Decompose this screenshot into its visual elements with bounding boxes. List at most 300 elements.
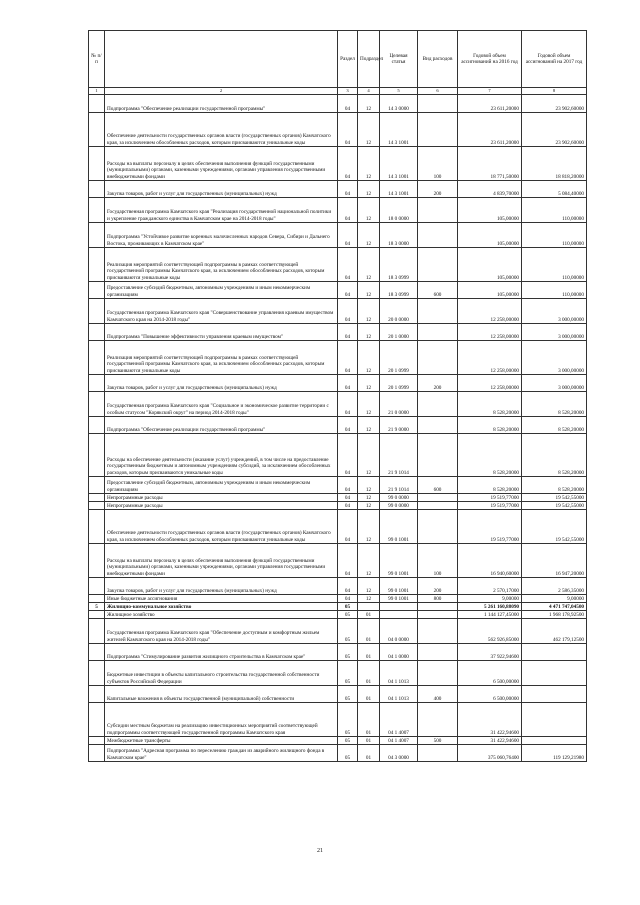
table-row bbox=[89, 417, 587, 434]
table-row bbox=[89, 737, 587, 745]
column-number: 3 bbox=[338, 88, 358, 95]
row-target-article bbox=[380, 603, 418, 611]
row-expense-type bbox=[418, 341, 458, 375]
row-razdel: 04 bbox=[338, 494, 358, 502]
row-razdel: 04 bbox=[338, 181, 358, 198]
row-amount-2016: 19 519,77000 bbox=[458, 494, 522, 502]
row-name: Государственная программа Камчатского края "Обеспечение доступным и комфортным жильем жителей Камчатского края на 2014-2018 годы" bbox=[105, 619, 338, 644]
row-number bbox=[89, 324, 105, 341]
row-podrazdel: 12 bbox=[358, 341, 380, 375]
row-podrazdel: 12 bbox=[358, 434, 380, 477]
table-row bbox=[89, 686, 587, 703]
row-expense-type: 200 bbox=[418, 181, 458, 198]
table-row bbox=[89, 578, 587, 595]
row-target-article: 18 0 0000 bbox=[380, 198, 418, 223]
row-number bbox=[89, 299, 105, 324]
row-name: Предоставление субсидий бюджетным, автономным учреждениям и иным некоммерческим организациям bbox=[105, 477, 338, 494]
row-razdel: 04 bbox=[338, 299, 358, 324]
table-row bbox=[89, 544, 587, 578]
row-number bbox=[89, 434, 105, 477]
row-expense-type bbox=[418, 611, 458, 619]
row-name: Государственная программа Камчатского края "Социальное и экономическое развитие территории с особым статусом "Корякский округ" на период 2014-2018 годы" bbox=[105, 392, 338, 417]
row-podrazdel: 12 bbox=[358, 113, 380, 147]
row-amount-2016: 6 500,00000 bbox=[458, 661, 522, 686]
page-number: 21 bbox=[317, 848, 323, 854]
row-amount-2017: 9,00000 bbox=[522, 595, 587, 603]
row-target-article: 14 3 1001 bbox=[380, 113, 418, 147]
row-amount-2017: 119 129,21980 bbox=[522, 745, 587, 762]
row-razdel: 04 bbox=[338, 198, 358, 223]
column-number: 1 bbox=[89, 88, 105, 95]
row-number bbox=[89, 494, 105, 502]
row-name: Расходы на выплаты персоналу в целях обеспечения выполнения функций государственными (муниципальными) органами, казенными учреждениями, органами управления государственными внебюджетными фондами bbox=[105, 544, 338, 578]
row-number bbox=[89, 198, 105, 223]
row-razdel: 04 bbox=[338, 282, 358, 299]
row-name: Реализация мероприятий соответствующей подпрограммы в рамках соответствующей государственной программы Камчатского края, за исключением обособленных расходов, которым присваиваются уникальные коды bbox=[105, 341, 338, 375]
row-amount-2017: 1 968 178,92500 bbox=[522, 611, 587, 619]
row-target-article: 20 0 0000 bbox=[380, 299, 418, 324]
row-expense-type bbox=[418, 299, 458, 324]
table-row bbox=[89, 510, 587, 544]
column-number: 8 bbox=[522, 88, 587, 95]
row-amount-2016: 16 940,60000 bbox=[458, 544, 522, 578]
table-row bbox=[89, 619, 587, 644]
row-name: Субсидии местным бюджетам на реализацию инвестиционных мероприятий соответствующей подпрограммы соответствующей государственной программы Камчатского края bbox=[105, 703, 338, 737]
table-row bbox=[89, 494, 587, 502]
row-target-article: 04 1 1013 bbox=[380, 661, 418, 686]
row-expense-type: 200 bbox=[418, 375, 458, 392]
row-target-article: 14 3 1001 bbox=[380, 147, 418, 181]
row-podrazdel: 12 bbox=[358, 299, 380, 324]
row-razdel: 04 bbox=[338, 95, 358, 113]
row-name: Капитальные вложения в объекты государственной (муниципальной) собственности bbox=[105, 686, 338, 703]
row-amount-2016: 8 528,20000 bbox=[458, 434, 522, 477]
row-razdel: 04 bbox=[338, 578, 358, 595]
row-amount-2017: 110,00000 bbox=[522, 198, 587, 223]
row-name: Закупка товаров, работ и услуг для государственных (муниципальных) нужд bbox=[105, 181, 338, 198]
table-row bbox=[89, 434, 587, 477]
row-number bbox=[89, 375, 105, 392]
row-number bbox=[89, 392, 105, 417]
header-2016: Годовой объем ассигнований на 2016 год bbox=[458, 31, 522, 88]
row-razdel: 05 bbox=[338, 619, 358, 644]
row-number bbox=[89, 113, 105, 147]
row-amount-2017: 23 902,60000 bbox=[522, 95, 587, 113]
row-podrazdel: 12 bbox=[358, 223, 380, 248]
row-name: Подпрограмма "Адресная программа по переселению граждан из аварийного жилищного фонда в Камчатском крае" bbox=[105, 745, 338, 762]
row-razdel: 05 bbox=[338, 686, 358, 703]
row-amount-2016: 23 611,20000 bbox=[458, 113, 522, 147]
row-target-article: 21 9 1014 bbox=[380, 477, 418, 494]
row-expense-type bbox=[418, 510, 458, 544]
row-name: Подпрограмма "Стимулирование развития жилищного строительства в Камчатском крае" bbox=[105, 644, 338, 661]
table-row bbox=[89, 703, 587, 737]
row-name: Расходы на выплаты персоналу в целях обеспечения выполнения функций государственными (муниципальными) органами, казенными учреждениями, органами управления государственными внебюджетными фондами bbox=[105, 147, 338, 181]
row-amount-2017: 8 528,20000 bbox=[522, 434, 587, 477]
row-number bbox=[89, 745, 105, 762]
row-amount-2016: 375 060,76400 bbox=[458, 745, 522, 762]
row-target-article: 04 3 0000 bbox=[380, 745, 418, 762]
row-podrazdel: 12 bbox=[358, 248, 380, 282]
row-number bbox=[89, 223, 105, 248]
table-row bbox=[89, 282, 587, 299]
row-number bbox=[89, 644, 105, 661]
row-amount-2017: 19 542,55000 bbox=[522, 502, 587, 510]
row-number bbox=[89, 248, 105, 282]
row-expense-type bbox=[418, 434, 458, 477]
row-amount-2017: 4 471 747,04500 bbox=[522, 603, 587, 611]
row-expense-type bbox=[418, 113, 458, 147]
row-amount-2017 bbox=[522, 703, 587, 737]
row-number bbox=[89, 595, 105, 603]
row-expense-type bbox=[418, 745, 458, 762]
row-amount-2017: 3 000,00000 bbox=[522, 324, 587, 341]
row-expense-type: 600 bbox=[418, 477, 458, 494]
column-number: 2 bbox=[105, 88, 338, 95]
row-name: Обеспечение деятельности государственных органов власти (государственных органов) Камчатского края, за исключением обособленных расходов, которым присваиваются уникальные коды bbox=[105, 113, 338, 147]
row-razdel: 05 bbox=[338, 661, 358, 686]
table-row bbox=[89, 299, 587, 324]
row-target-article: 21 0 0000 bbox=[380, 392, 418, 417]
row-target-article: 99 0 0000 bbox=[380, 494, 418, 502]
row-target-article: 04 1 4007 bbox=[380, 737, 418, 745]
column-number-row bbox=[89, 88, 587, 95]
row-name: Жилищно-коммунальное хозяйство bbox=[105, 603, 338, 611]
row-name: Бюджетные инвестиции в объекты капитального строительства государственной собственности субъектов Российской Федерации bbox=[105, 661, 338, 686]
row-amount-2016: 562 926,85000 bbox=[458, 619, 522, 644]
row-razdel: 04 bbox=[338, 113, 358, 147]
row-podrazdel: 12 bbox=[358, 147, 380, 181]
table-row bbox=[89, 745, 587, 762]
table-row bbox=[89, 477, 587, 494]
row-target-article: 99 0 1001 bbox=[380, 578, 418, 595]
row-amount-2016: 5 261 160,88090 bbox=[458, 603, 522, 611]
row-amount-2016: 8 528,20000 bbox=[458, 417, 522, 434]
row-podrazdel: 01 bbox=[358, 745, 380, 762]
row-target-article: 99 0 1001 bbox=[380, 595, 418, 603]
column-number: 6 bbox=[418, 88, 458, 95]
row-amount-2016: 12 258,00000 bbox=[458, 324, 522, 341]
row-amount-2017: 110,00000 bbox=[522, 282, 587, 299]
row-name: Предоставление субсидий бюджетным, автономным учреждениям и иным некоммерческим организациям bbox=[105, 282, 338, 299]
row-target-article: 18 3 0999 bbox=[380, 248, 418, 282]
row-target-article: 04 1 0000 bbox=[380, 644, 418, 661]
row-amount-2016: 6 500,00000 bbox=[458, 686, 522, 703]
row-razdel: 04 bbox=[338, 510, 358, 544]
row-amount-2016: 31 422,94600 bbox=[458, 703, 522, 737]
row-number: 5 bbox=[89, 603, 105, 611]
row-amount-2016: 105,00000 bbox=[458, 223, 522, 248]
header-target-article: Целевая статья bbox=[380, 31, 418, 88]
row-podrazdel: 12 bbox=[358, 477, 380, 494]
row-expense-type: 200 bbox=[418, 578, 458, 595]
row-amount-2017: 23 902,60000 bbox=[522, 113, 587, 147]
row-amount-2017 bbox=[522, 661, 587, 686]
header-2017: Годовой объем ассигнований на 2017 год bbox=[522, 31, 587, 88]
row-number bbox=[89, 417, 105, 434]
table-body bbox=[89, 95, 587, 762]
table-row bbox=[89, 198, 587, 223]
row-amount-2017: 110,00000 bbox=[522, 248, 587, 282]
row-amount-2016: 19 519,77000 bbox=[458, 510, 522, 544]
row-podrazdel: 12 bbox=[358, 510, 380, 544]
row-expense-type bbox=[418, 661, 458, 686]
row-name: Непрограммные расходы bbox=[105, 502, 338, 510]
row-target-article: 14 3 0000 bbox=[380, 95, 418, 113]
row-amount-2017: 5 084,40000 bbox=[522, 181, 587, 198]
row-expense-type bbox=[418, 644, 458, 661]
row-target-article: 04 1 1013 bbox=[380, 686, 418, 703]
header-razdel: Раздел bbox=[338, 31, 358, 88]
row-amount-2017: 19 542,55000 bbox=[522, 494, 587, 502]
row-expense-type: 400 bbox=[418, 686, 458, 703]
budget-table bbox=[88, 30, 587, 762]
table-row bbox=[89, 375, 587, 392]
row-expense-type bbox=[418, 603, 458, 611]
row-expense-type: 100 bbox=[418, 544, 458, 578]
row-podrazdel: 12 bbox=[358, 198, 380, 223]
row-razdel: 04 bbox=[338, 324, 358, 341]
table-row bbox=[89, 595, 587, 603]
row-amount-2017: 19 542,55000 bbox=[522, 510, 587, 544]
row-podrazdel: 12 bbox=[358, 502, 380, 510]
row-amount-2017: 8 528,20000 bbox=[522, 477, 587, 494]
row-number bbox=[89, 578, 105, 595]
row-expense-type bbox=[418, 95, 458, 113]
row-razdel: 05 bbox=[338, 611, 358, 619]
table-row bbox=[89, 248, 587, 282]
row-name: Межбюджетные трансферты bbox=[105, 737, 338, 745]
row-expense-type bbox=[418, 248, 458, 282]
row-podrazdel: 01 bbox=[358, 644, 380, 661]
row-amount-2016: 1 144 127,45000 bbox=[458, 611, 522, 619]
row-name: Подпрограмма "Повышение эффективности управления краевым имуществом" bbox=[105, 324, 338, 341]
row-name: Закупка товаров, работ и услуг для государственных (муниципальных) нужд bbox=[105, 578, 338, 595]
row-amount-2016: 8 528,20000 bbox=[458, 477, 522, 494]
row-razdel: 04 bbox=[338, 341, 358, 375]
row-expense-type bbox=[418, 223, 458, 248]
row-amount-2016: 31 422,94600 bbox=[458, 737, 522, 745]
row-amount-2016: 8 528,20000 bbox=[458, 392, 522, 417]
row-target-article: 21 9 0000 bbox=[380, 417, 418, 434]
table-row bbox=[89, 147, 587, 181]
column-number: 5 bbox=[380, 88, 418, 95]
row-amount-2016: 105,00000 bbox=[458, 248, 522, 282]
row-target-article: 04 1 4007 bbox=[380, 703, 418, 737]
row-name: Жилищное хозяйство bbox=[105, 611, 338, 619]
row-razdel: 04 bbox=[338, 147, 358, 181]
row-razdel: 05 bbox=[338, 737, 358, 745]
table-row bbox=[89, 644, 587, 661]
row-target-article bbox=[380, 611, 418, 619]
row-razdel: 04 bbox=[338, 595, 358, 603]
table-row bbox=[89, 502, 587, 510]
row-target-article: 18 3 0000 bbox=[380, 223, 418, 248]
row-number bbox=[89, 181, 105, 198]
row-expense-type bbox=[418, 324, 458, 341]
table-header-row bbox=[89, 31, 587, 88]
row-expense-type bbox=[418, 703, 458, 737]
row-number bbox=[89, 502, 105, 510]
row-podrazdel bbox=[358, 603, 380, 611]
row-razdel: 04 bbox=[338, 477, 358, 494]
row-expense-type bbox=[418, 494, 458, 502]
row-amount-2017: 16 947,20000 bbox=[522, 544, 587, 578]
row-razdel: 05 bbox=[338, 745, 358, 762]
row-amount-2017 bbox=[522, 644, 587, 661]
row-target-article: 18 3 0999 bbox=[380, 282, 418, 299]
table-row bbox=[89, 95, 587, 113]
column-number: 7 bbox=[458, 88, 522, 95]
row-number bbox=[89, 686, 105, 703]
row-number bbox=[89, 510, 105, 544]
column-number: 4 bbox=[358, 88, 380, 95]
row-name: Закупка товаров, работ и услуг для государственных (муниципальных) нужд bbox=[105, 375, 338, 392]
row-podrazdel: 01 bbox=[358, 619, 380, 644]
row-razdel: 04 bbox=[338, 434, 358, 477]
row-amount-2017: 18 818,20000 bbox=[522, 147, 587, 181]
row-name: Непрограммные расходы bbox=[105, 494, 338, 502]
row-target-article: 99 0 0000 bbox=[380, 502, 418, 510]
row-expense-type bbox=[418, 417, 458, 434]
row-expense-type: 600 bbox=[418, 282, 458, 299]
row-name: Государственная программа Камчатского края "Совершенствование управления краевым имуществом Камчатского края на 2014-2018 годы" bbox=[105, 299, 338, 324]
row-name: Иные бюджетные ассигнования bbox=[105, 595, 338, 603]
row-razdel: 05 bbox=[338, 703, 358, 737]
row-expense-type bbox=[418, 198, 458, 223]
table-row bbox=[89, 341, 587, 375]
row-razdel: 04 bbox=[338, 248, 358, 282]
row-razdel: 04 bbox=[338, 544, 358, 578]
row-amount-2016: 18 771,50000 bbox=[458, 147, 522, 181]
table-row bbox=[89, 223, 587, 248]
row-podrazdel: 12 bbox=[358, 544, 380, 578]
row-number bbox=[89, 703, 105, 737]
row-podrazdel: 01 bbox=[358, 737, 380, 745]
table-row bbox=[89, 611, 587, 619]
row-podrazdel: 01 bbox=[358, 611, 380, 619]
row-name: Расходы на обеспечение деятельности (оказание услуг) учреждений, в том числе на предоставление государственным бюджетным и автономным учреждениям субсидий, за исключением обособленных расходов, которым присваиваются уникальные коды bbox=[105, 434, 338, 477]
row-expense-type bbox=[418, 392, 458, 417]
row-amount-2017: 2 586,35000 bbox=[522, 578, 587, 595]
row-amount-2016: 105,00000 bbox=[458, 282, 522, 299]
row-amount-2017: 3 000,00000 bbox=[522, 375, 587, 392]
row-amount-2016: 4 839,70000 bbox=[458, 181, 522, 198]
row-amount-2017: 8 528,20000 bbox=[522, 392, 587, 417]
row-expense-type bbox=[418, 502, 458, 510]
row-name: Обеспечение деятельности государственных органов власти (государственных органов) Камчатского края, за исключением обособленных расходов, которым присваиваются уникальные коды bbox=[105, 510, 338, 544]
row-podrazdel: 12 bbox=[358, 392, 380, 417]
row-razdel: 04 bbox=[338, 502, 358, 510]
row-podrazdel: 12 bbox=[358, 417, 380, 434]
table-row bbox=[89, 324, 587, 341]
row-podrazdel: 12 bbox=[358, 375, 380, 392]
row-target-article: 20 1 0000 bbox=[380, 324, 418, 341]
row-expense-type: 800 bbox=[418, 595, 458, 603]
row-podrazdel: 12 bbox=[358, 578, 380, 595]
budget-table-sheet bbox=[88, 30, 586, 762]
row-podrazdel: 12 bbox=[358, 494, 380, 502]
row-target-article: 04 0 0000 bbox=[380, 619, 418, 644]
row-expense-type bbox=[418, 619, 458, 644]
row-amount-2016: 19 519,77000 bbox=[458, 502, 522, 510]
row-number bbox=[89, 341, 105, 375]
header-expense-type: Вид расходов bbox=[418, 31, 458, 88]
row-amount-2016: 12 258,00000 bbox=[458, 299, 522, 324]
row-target-article: 20 1 0999 bbox=[380, 375, 418, 392]
row-amount-2016: 12 258,00000 bbox=[458, 341, 522, 375]
table-row bbox=[89, 603, 587, 611]
row-target-article: 21 9 1014 bbox=[380, 434, 418, 477]
row-amount-2016: 23 611,20000 bbox=[458, 95, 522, 113]
row-amount-2017: 3 000,00000 bbox=[522, 341, 587, 375]
row-podrazdel: 12 bbox=[358, 181, 380, 198]
table-row bbox=[89, 392, 587, 417]
row-name: Подпрограмма "Обеспечение реализации государственной программы" bbox=[105, 417, 338, 434]
row-amount-2017 bbox=[522, 686, 587, 703]
row-podrazdel: 01 bbox=[358, 661, 380, 686]
row-podrazdel: 12 bbox=[358, 324, 380, 341]
row-podrazdel: 12 bbox=[358, 595, 380, 603]
row-number bbox=[89, 544, 105, 578]
row-podrazdel: 01 bbox=[358, 703, 380, 737]
row-amount-2016: 2 570,17000 bbox=[458, 578, 522, 595]
row-expense-type: 100 bbox=[418, 147, 458, 181]
row-razdel: 04 bbox=[338, 417, 358, 434]
row-name: Реализация мероприятий соответствующей подпрограммы в рамках соответствующей государственной программы Камчатского края, за исключением обособленных расходов, которым присваиваются уникальные коды bbox=[105, 248, 338, 282]
row-amount-2016: 9,00000 bbox=[458, 595, 522, 603]
row-name: Подпрограмма "Обеспечение реализации государственной программы" bbox=[105, 95, 338, 113]
row-number bbox=[89, 661, 105, 686]
row-razdel: 05 bbox=[338, 603, 358, 611]
row-number bbox=[89, 611, 105, 619]
row-podrazdel: 12 bbox=[358, 282, 380, 299]
table-row bbox=[89, 661, 587, 686]
row-target-article: 14 3 1001 bbox=[380, 181, 418, 198]
row-amount-2017: 3 000,00000 bbox=[522, 299, 587, 324]
row-target-article: 99 0 1001 bbox=[380, 544, 418, 578]
row-amount-2017: 110,00000 bbox=[522, 223, 587, 248]
row-podrazdel: 12 bbox=[358, 95, 380, 113]
row-name: Подпрограмма "Устойчивое развитие коренных малочисленных народов Севера, Сибири и Дальнего Востока, проживающих в Камчатском крае" bbox=[105, 223, 338, 248]
header-podrazdel: Подраздел bbox=[358, 31, 380, 88]
row-razdel: 04 bbox=[338, 375, 358, 392]
header-name bbox=[105, 31, 338, 88]
row-amount-2016: 37 922,94600 bbox=[458, 644, 522, 661]
row-number bbox=[89, 282, 105, 299]
row-target-article: 99 0 1001 bbox=[380, 510, 418, 544]
row-amount-2017: 462 179,12500 bbox=[522, 619, 587, 644]
row-amount-2017: 8 528,20000 bbox=[522, 417, 587, 434]
row-target-article: 20 1 0999 bbox=[380, 341, 418, 375]
row-amount-2016: 105,00000 bbox=[458, 198, 522, 223]
row-number bbox=[89, 619, 105, 644]
row-amount-2017 bbox=[522, 737, 587, 745]
row-number bbox=[89, 737, 105, 745]
row-expense-type: 500 bbox=[418, 737, 458, 745]
row-amount-2016: 12 258,00000 bbox=[458, 375, 522, 392]
row-number bbox=[89, 95, 105, 113]
row-razdel: 04 bbox=[338, 392, 358, 417]
row-name: Государственная программа Камчатского края "Реализация государственной национальной политики и укрепление гражданского единства в Камчатском крае на 2014-2018 годы" bbox=[105, 198, 338, 223]
row-number bbox=[89, 147, 105, 181]
row-podrazdel: 01 bbox=[358, 686, 380, 703]
table-row bbox=[89, 113, 587, 147]
row-razdel: 05 bbox=[338, 644, 358, 661]
header-num: № п/п bbox=[89, 31, 105, 88]
table-row bbox=[89, 181, 587, 198]
row-razdel: 04 bbox=[338, 223, 358, 248]
